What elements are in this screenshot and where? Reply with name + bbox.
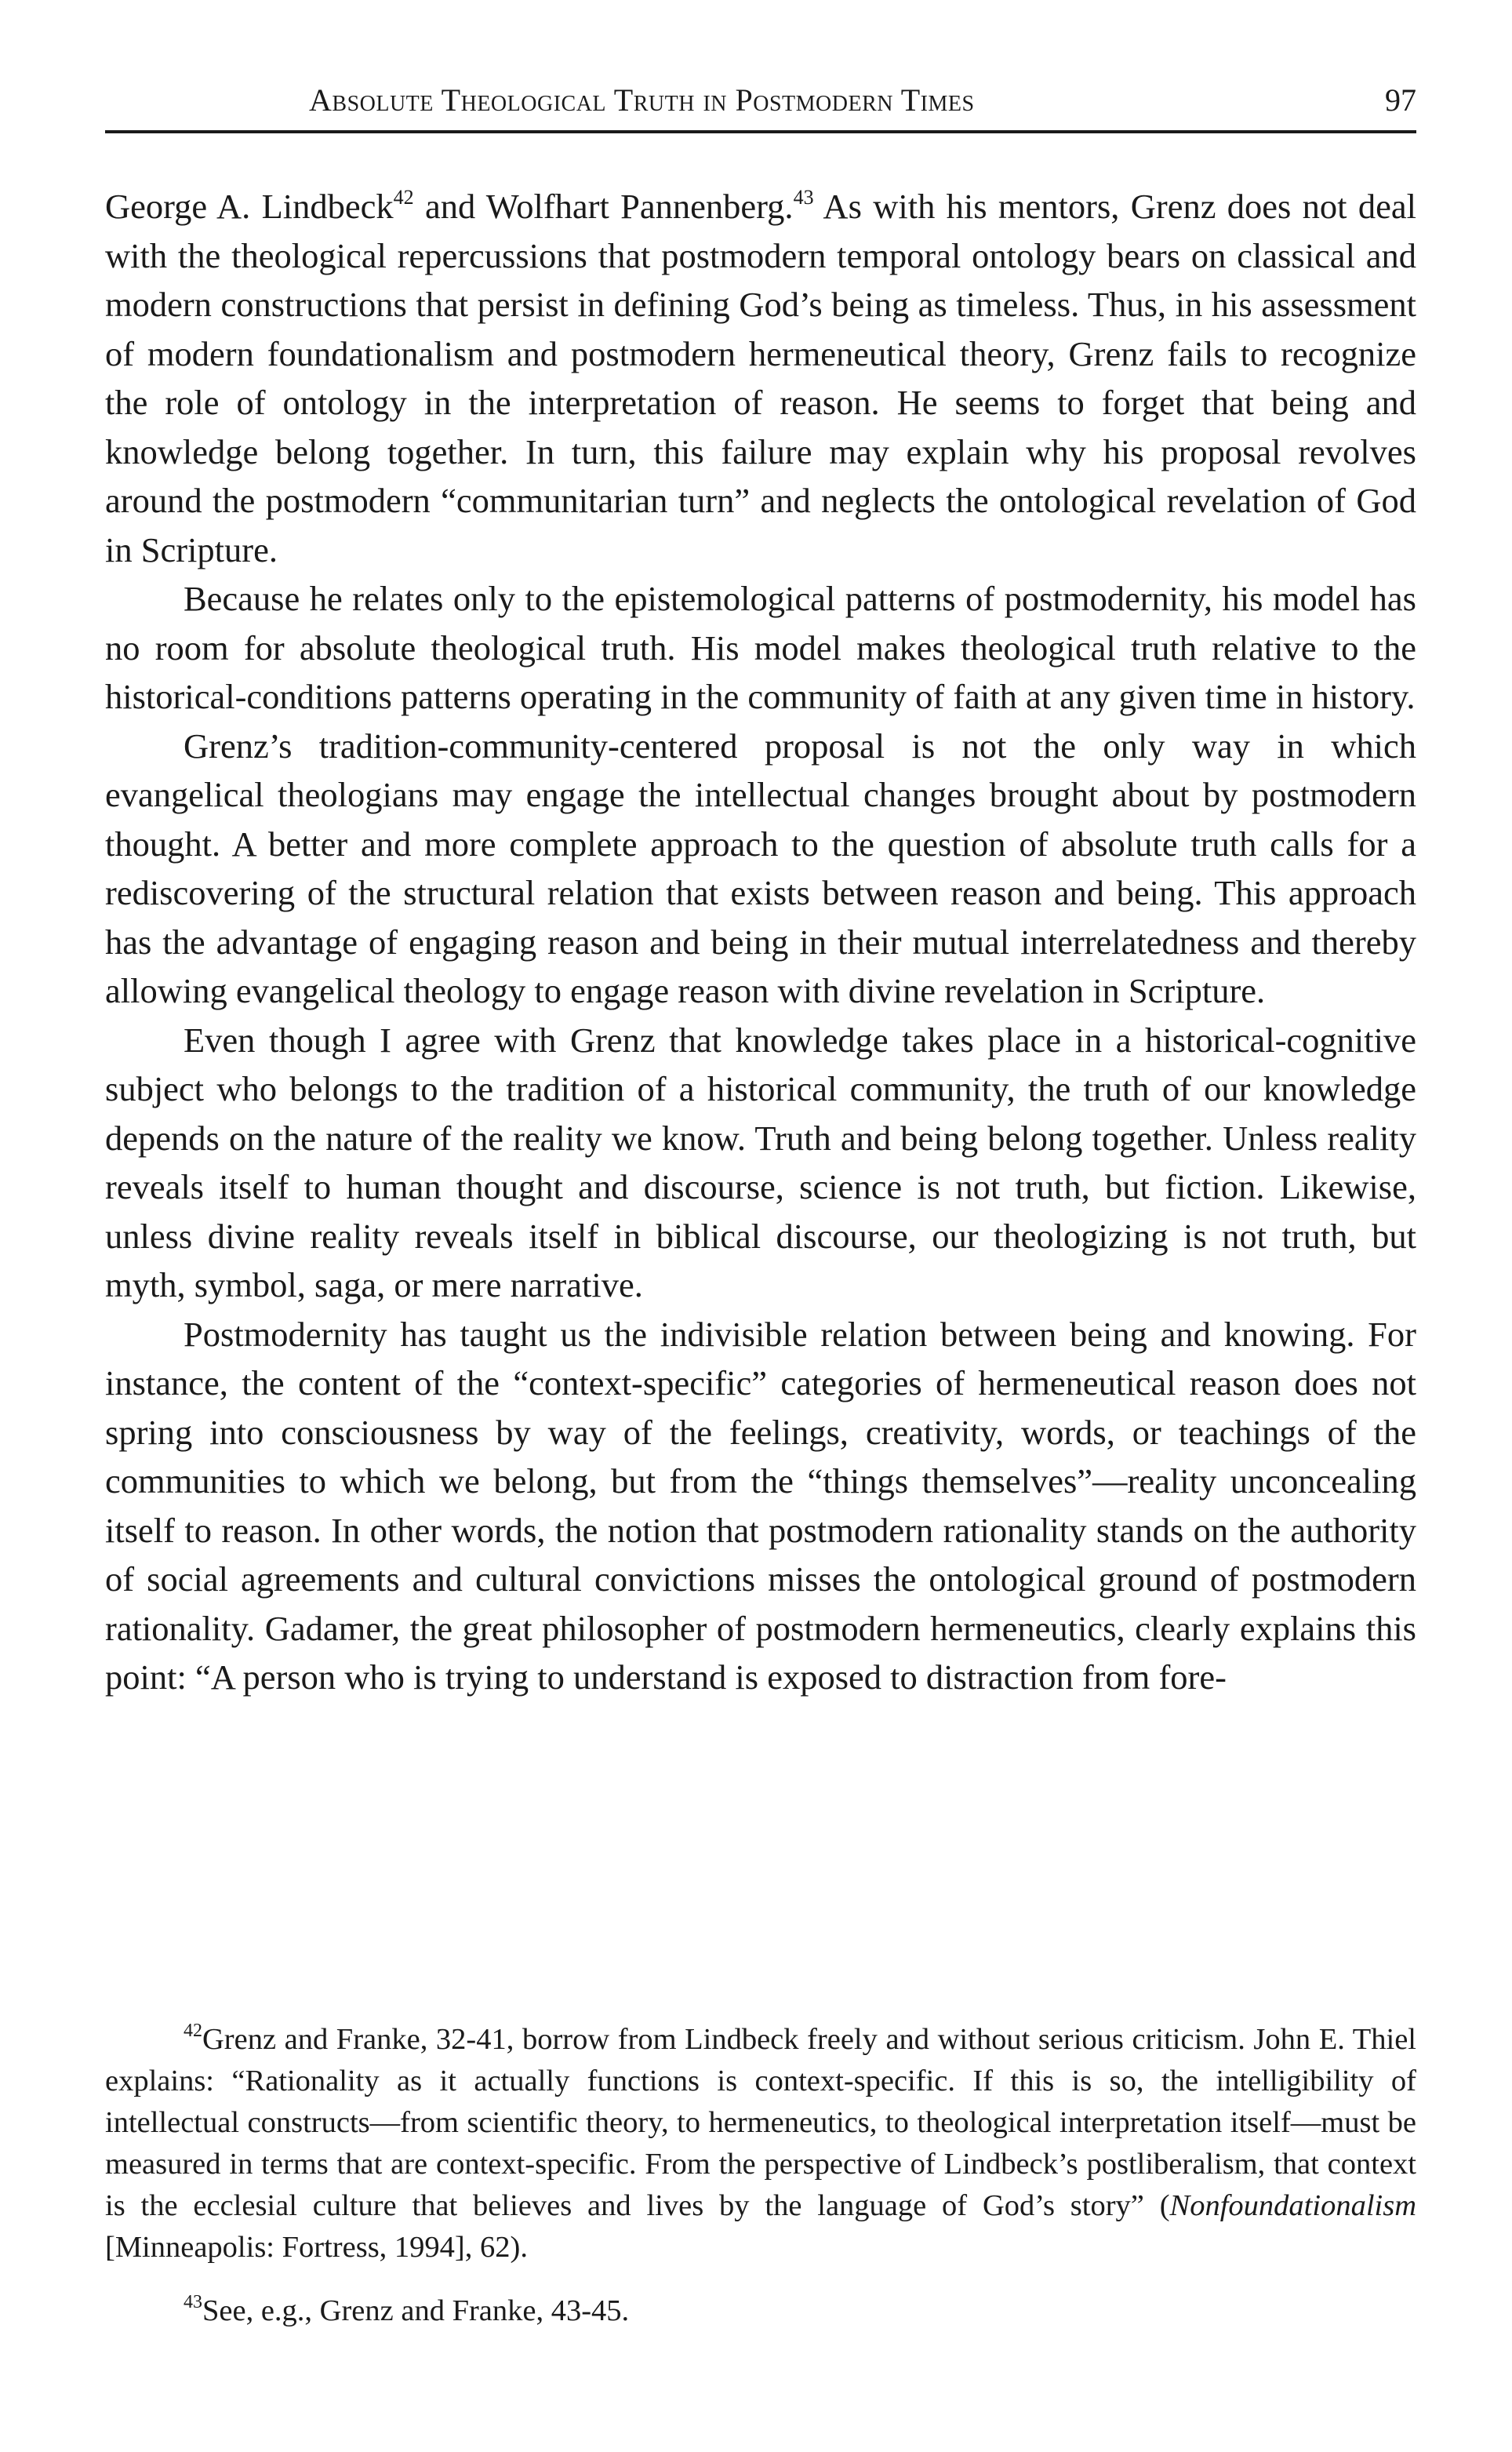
paragraph-1-part-b: and Wolfhart Pannenberg. [413, 187, 794, 226]
paragraph-1 [105, 182, 1416, 574]
footnote-ref-43[interactable]: 43 [793, 186, 814, 209]
footnote-42-text-a: Grenz and Franke, 32-41, borrow from Lindbeck freely and without serious criticism. John E. Thiel explains: “Rationality as it actually functions is context-specific. If this is so, the intelligibility of intellectual constructs—from scientific theory, to hermeneutics, to theological interpretation itself—must be measured in terms that are context-specific. From the perspective of Lindbeck’s postliberalism, that context is the ecclesial culture that believes and lives by the language of God’s story” ( [105, 2023, 1416, 2222]
footnote-ref-42[interactable]: 42 [393, 186, 414, 209]
running-head [105, 78, 1416, 133]
footnote-43-text: See, e.g., Grenz and Franke, 43-45. [202, 2294, 630, 2327]
footnote-42 [105, 2019, 1416, 2268]
footnote-43 [105, 2290, 1416, 2332]
paragraph-2: Because he relates only to the epistemological patterns of postmodernity, his model has no room for absolute theological truth. His model makes theological truth relative to the historical-conditions patterns operating in the community of faith at any given time in history. [105, 579, 1416, 716]
footnote-42-text-b: [Minneapolis: Fortress, 1994], 62). [105, 2231, 528, 2264]
body-text [105, 182, 1416, 1702]
footnote-42-book-title: Nonfoundationalism [1169, 2189, 1416, 2222]
running-head-title: Absolute Theological Truth in Postmodern Times [309, 82, 975, 118]
paragraph-1-part-a: George A. Lindbeck [105, 187, 394, 226]
paragraph-4: Even though I agree with Grenz that knowledge takes place in a historical-cognitive subject who belongs to the tradition of a historical community, the truth of our knowledge depends on the nature of the reality we know. Truth and being belong together. Unless reality reveals itself to human thought and discourse, science is not truth, but fiction. Likewise, unless divine reality reveals itself in biblical discourse, our theologizing is not truth, but myth, symbol, saga, or mere narrative. [105, 1020, 1416, 1304]
paragraph-1-part-c: As with his mentors, Grenz does not deal with the theological repercussions that postmodern temporal ontology bears on classical and modern constructions that persist in defining God’s being as timeless. Thus, in his assessment of modern foundationalism and postmodern hermeneutical theory, Grenz fails to recognize the role of ontology in the interpretation of reason. He seems to forget that being and knowledge belong together. In turn, this failure may explain why his proposal revolves around the postmodern “communitarian turn” and neglects the ontological revelation of God in Scripture. [105, 187, 1416, 569]
page-number: 97 [1385, 82, 1416, 118]
paragraph-3: Grenz’s tradition-community-centered proposal is not the only way in which evangelical theologians may engage the intellectual changes brought about by postmodern thought. A better and more complete approach to the question of absolute truth calls for a rediscovering of the structural relation that exists between reason and being. This approach has the advantage of engaging reason and being in their mutual interrelatedness and thereby allowing evangelical theology to engage reason with divine revelation in Scripture. [105, 726, 1416, 1010]
footnote-42-mark: 42 [184, 2021, 202, 2041]
paragraph-5: Postmodernity has taught us the indivisible relation between being and knowing. For instance, the content of the “context-specific” categories of hermeneutical reason does not spring into consciousness by way of the feelings, creativity, words, or teachings of the communities to which we belong, but from the “things themselves”—reality unconcealing itself to reason. In other words, the notion that postmodern rationality stands on the authority of social agreements and cultural convictions misses the ontological ground of postmodern rationality. Gadamer, the great philosopher of postmodern hermeneutics, clearly explains this point: “A person who is trying to understand is exposed to distraction from fore- [105, 1314, 1416, 1697]
footnote-43-mark: 43 [184, 2292, 202, 2312]
footnotes [105, 2019, 1416, 2332]
